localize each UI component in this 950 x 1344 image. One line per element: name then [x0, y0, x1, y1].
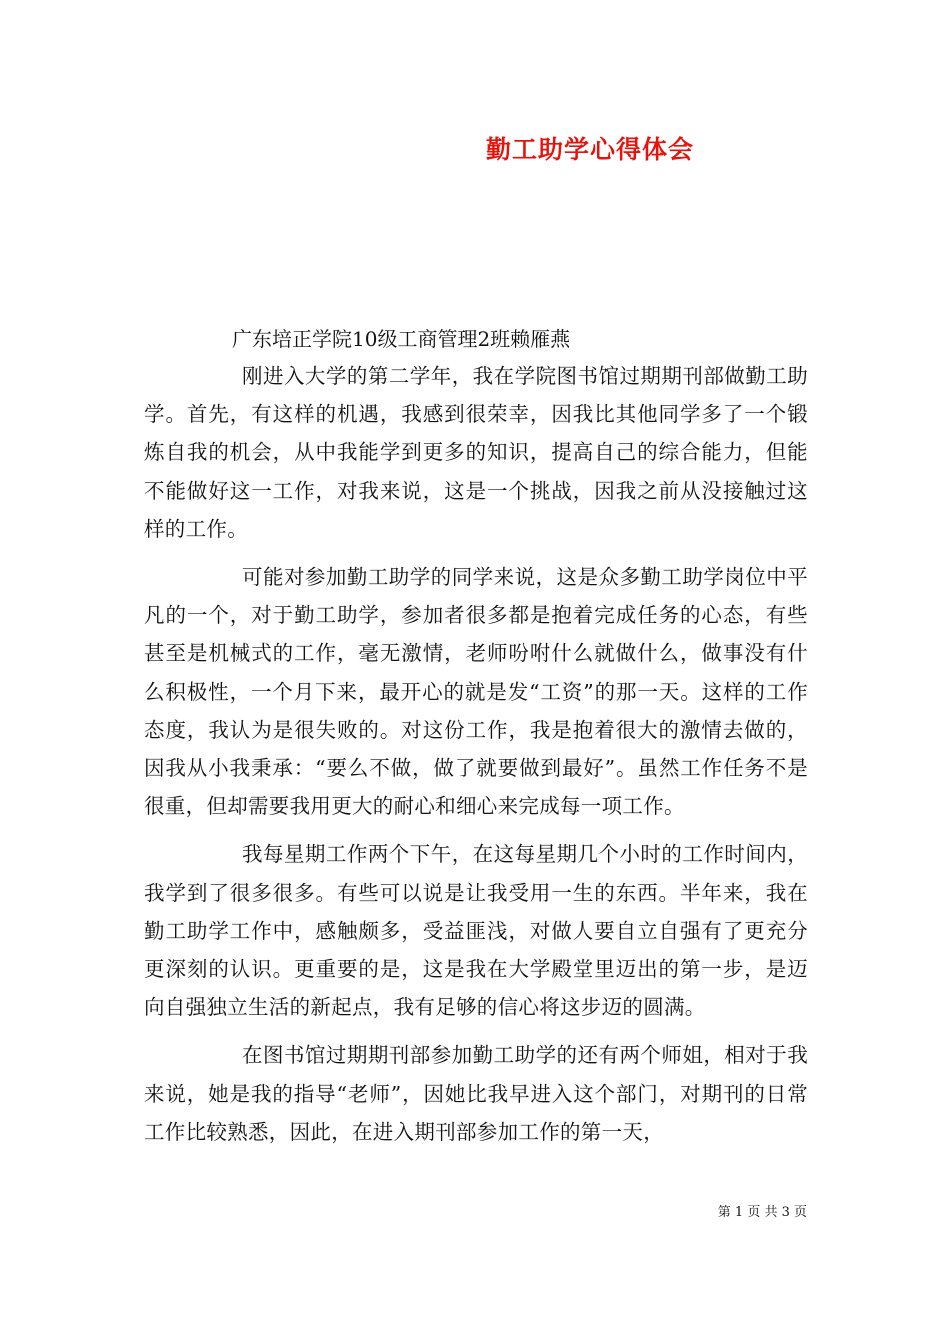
paragraph-1: 刚进入大学的第二学年，我在学院图书馆过期期刊部做勤工助学。首先，有这样的机遇，我感到很荣幸，因我比其他同学多了一个锻炼自我的机会，从中我能学到更多的知识，提高自己的综合能力，但能不能做好这一工作，对我来说，这是一个挑战，因我之前从没接触过这样的工作。: [144, 364, 808, 541]
paragraph-2: 可能对参加勤工助学的同学来说，这是众多勤工助学岗位中平凡的一个，对于勤工助学，参加者很多都是抱着完成任务的心态，有些甚至是机械式的工作，毫无激情，老师吩咐什么就做什么，做事没有什么积极性，一个月下来，最开心的就是发“工资”的那一天。这样的工作态度，我认为是很失败的。对这份工作，我是抱着很大的激情去做的，因我从小我秉承：“要么不做，做了就要做到最好”。虽然工作任务不是很重，但却需要我用更大的耐心和细心来完成每一项工作。: [144, 565, 808, 819]
page-title: 勤工助学心得体会: [485, 135, 694, 164]
paragraph-3: 我每星期工作两个下午，在这每星期几个小时的工作时间内，我学到了很多很多。有些可以说是让我受用一生的东西。半年来，我在勤工助学工作中，感触颇多，受益匪浅，对做人要自立自强有了更充分更深刻的认识。更重要的是，这是我在大学殿堂里迈出的第一步，是迈向自强独立生活的新起点，我有足够的信心将这步迈的圆满。: [144, 842, 808, 1020]
paragraph-4: 在图书馆过期期刊部参加勤工助学的还有两个师姐，相对于我来说，她是我的指导“老师”，因她比我早进入这个部门，对期刊的日常工作比较熟悉，因此，在进入期刊部参加工作的第一天，: [144, 1043, 808, 1144]
author-line: 广东培正学院10级工商管理2班赖雁燕: [232, 327, 571, 351]
page-number-footer: 第 1 页 共 3 页: [717, 1205, 807, 1220]
body-text: [144, 357, 808, 1161]
